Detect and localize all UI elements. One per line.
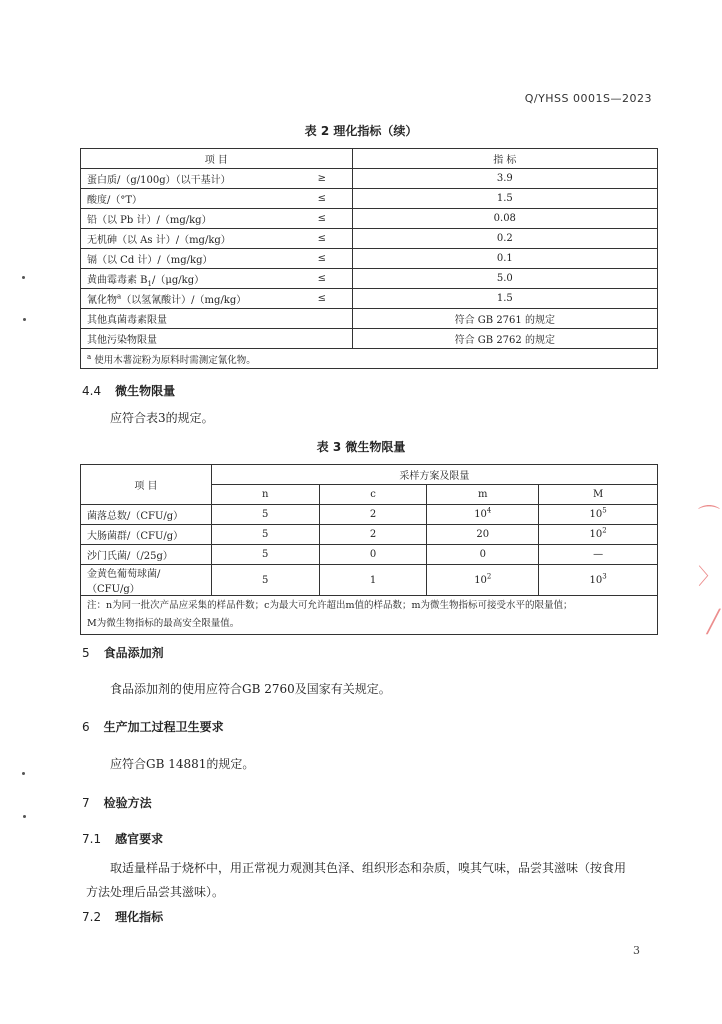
- table3-footnote: 注：n为同一批次产品应采集的样品件数；c为最大可允许超出m值的样品数；m为微生物指标可接受水平的限量值； M为微生物指标的最高安全限量值。: [81, 596, 658, 635]
- table3-header-row: [81, 465, 658, 485]
- table-row: [81, 289, 658, 309]
- row-item: 其他污染物限量: [81, 329, 353, 349]
- row-m: $10^2$: [427, 565, 539, 596]
- row-operator: ≥: [292, 169, 352, 189]
- row-c: 2: [319, 505, 427, 525]
- row-item: 黄曲霉毒素 $B_1/(\mu g/kg)$: [81, 269, 293, 289]
- table2-header-row: [81, 149, 658, 169]
- row-item: 其他真菌毒素限量: [81, 309, 353, 329]
- section-7-1-line1: 取适量样品于烧杯中，用正常视力观测其色泽、组织形态和杂质，嗅其气味，品尝其滋味（按食用: [110, 861, 627, 875]
- row-operator: ≤: [292, 269, 352, 289]
- row-M: $10^5$: [539, 505, 658, 525]
- table2: [80, 148, 658, 369]
- table2-footnote: $^a$ 使用木薯淀粉为原料时需测定氰化物。: [81, 349, 658, 369]
- row-item: 菌落总数/（CFU/g）: [81, 505, 212, 525]
- row-value: 符合 GB 2761 的规定: [352, 309, 657, 329]
- table3-col-m: m: [427, 485, 539, 505]
- table2-note-row: [81, 349, 658, 369]
- row-item: 沙门氏菌/（/25g）: [81, 545, 212, 565]
- row-m: 20: [427, 525, 539, 545]
- margin-dot: [23, 815, 26, 818]
- table-row: [81, 189, 658, 209]
- margin-dot: [22, 772, 25, 775]
- row-c: 1: [319, 565, 427, 596]
- table-row: [81, 269, 658, 289]
- row-m: $10^4$: [427, 505, 539, 525]
- row-value: 5.0: [352, 269, 657, 289]
- section-7-2-heading: 7.2 理化指标: [82, 910, 164, 924]
- table-row: [81, 309, 658, 329]
- table3-title: 表 3 微生物限量: [316, 440, 406, 454]
- table-row: [81, 525, 658, 545]
- table-row: [81, 565, 658, 596]
- row-m: 0: [427, 545, 539, 565]
- table3-col-item: 项 目: [81, 465, 212, 505]
- section-6-heading: 6 生产加工过程卫生要求: [82, 720, 224, 734]
- row-n: 5: [211, 565, 319, 596]
- section-4-4-heading: 4.4 微生物限量: [82, 384, 176, 398]
- table3-col-n: n: [211, 485, 319, 505]
- row-item: 蛋白质/（g/100g）（以干基计）: [81, 169, 293, 189]
- row-value: 0.2: [352, 229, 657, 249]
- row-value: 3.9: [352, 169, 657, 189]
- row-value: 1.5: [352, 289, 657, 309]
- document-code: Q/YHSS 0001S—2023: [524, 92, 652, 105]
- table3-col-M: M: [539, 485, 658, 505]
- table2-col-index: 指 标: [352, 149, 657, 169]
- row-item: 铅（以 Pb 计）/（mg/kg）: [81, 209, 293, 229]
- row-operator: ≤: [292, 289, 352, 309]
- row-item: 镉（以 Cd 计）/（mg/kg）: [81, 249, 293, 269]
- row-value: 0.1: [352, 249, 657, 269]
- table-row: [81, 249, 658, 269]
- page-number: 3: [633, 944, 640, 957]
- section-7-1-heading: 7.1 感官要求: [82, 832, 164, 846]
- table3-col-plan: 采样方案及限量: [211, 465, 657, 485]
- table-row: [81, 329, 658, 349]
- section-5-heading: 5 食品添加剂: [82, 646, 164, 660]
- row-operator: ≤: [292, 229, 352, 249]
- row-n: 5: [211, 525, 319, 545]
- row-item: 氰化物$^a$（以氢氰酸计）/（mg/kg）: [81, 289, 293, 309]
- stamp-fragment-icon: ⌒: [697, 505, 720, 530]
- section-4-4-text: 应符合表3的规定。: [110, 411, 214, 425]
- row-n: 5: [211, 545, 319, 565]
- section-7-1-line2: 方法处理后品尝其滋味）。: [86, 885, 225, 899]
- section-5-text: 食品添加剂的使用应符合GB 2760及国家有关规定。: [110, 682, 391, 696]
- row-value: 0.08: [352, 209, 657, 229]
- section-6-text: 应符合GB 14881的规定。: [110, 757, 255, 771]
- table-row: [81, 209, 658, 229]
- table3: [80, 464, 658, 635]
- row-operator: ≤: [292, 209, 352, 229]
- table2-col-item: 项 目: [81, 149, 353, 169]
- row-c: 0: [319, 545, 427, 565]
- table-row: [81, 505, 658, 525]
- row-M: —: [539, 545, 658, 565]
- section-7-heading: 7 检验方法: [82, 796, 152, 810]
- table3-col-c: c: [319, 485, 427, 505]
- row-operator: ≤: [292, 189, 352, 209]
- row-operator: ≤: [292, 249, 352, 269]
- row-c: 2: [319, 525, 427, 545]
- row-item: 无机砷（以 As 计）/（mg/kg）: [81, 229, 293, 249]
- row-M: $10^2$: [539, 525, 658, 545]
- margin-dot: [23, 318, 26, 321]
- table-row: [81, 169, 658, 189]
- row-M: $10^3$: [539, 565, 658, 596]
- table2-title: 表 2 理化指标（续）: [304, 124, 418, 138]
- stamp-fragment-icon: ╱: [706, 610, 720, 635]
- table-row: [81, 545, 658, 565]
- row-item: 金黄色葡萄球菌/（CFU/g）: [81, 565, 212, 596]
- row-item: 酸度/（°T）: [81, 189, 293, 209]
- row-item: 大肠菌群/（CFU/g）: [81, 525, 212, 545]
- table3-note-row: [81, 596, 658, 635]
- table-row: [81, 229, 658, 249]
- margin-dot: [22, 276, 25, 279]
- row-value: 1.5: [352, 189, 657, 209]
- stamp-fragment-icon: 〉: [697, 565, 720, 590]
- row-n: 5: [211, 505, 319, 525]
- row-value: 符合 GB 2762 的规定: [352, 329, 657, 349]
